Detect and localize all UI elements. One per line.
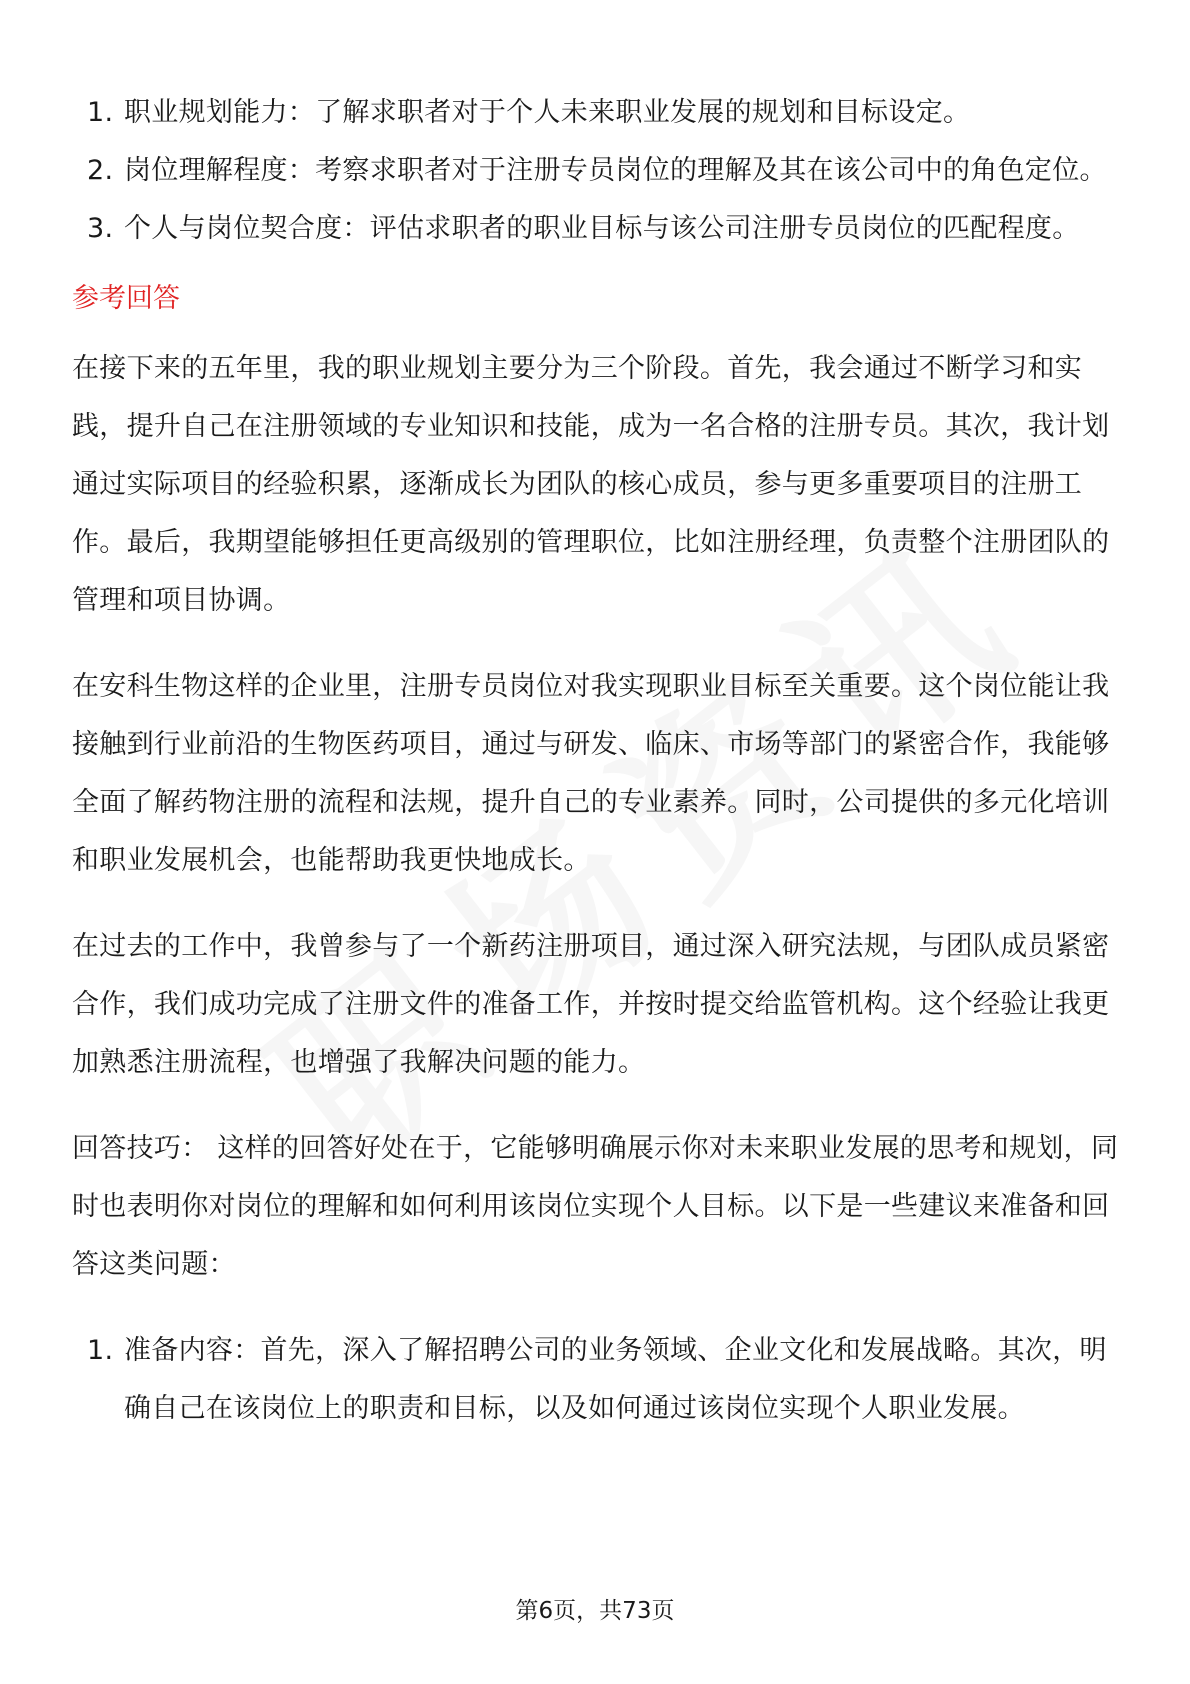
section-heading: 参考回答 (72, 283, 180, 314)
tips-paragraph: 回答技巧： 这样的回答好处在于，它能够明确展示你对未来职业发展的思考和规划，同时也表明你对岗位的理解和如何利用该岗位实现个人目标。以下是一些建议来准备和回答这类问题： (72, 1133, 1119, 1280)
answer-paragraph: 在安科生物这样的企业里，注册专员岗位对我实现职业目标至关重要。这个岗位能让我接触到行业前沿的生物医药项目，通过与研发、临床、市场等部门的紧密合作，我能够全面了解药物注册的流程和法规，提升自己的专业素养。同时，公司提供的多元化培训和职业发展机会，也能帮助我更快地成长。 (72, 671, 1110, 876)
list-item (72, 200, 1122, 258)
page-content (72, 84, 1122, 1438)
list-number: 1. (87, 97, 114, 128)
list-item (72, 142, 1122, 200)
list-item-text: 个人与岗位契合度：评估求职者的职业目标与该公司注册专员岗位的匹配程度。 (124, 213, 1080, 244)
answer-paragraph: 在过去的工作中，我曾参与了一个新药注册项目，通过深入研究法规，与团队成员紧密合作，我们成功完成了注册文件的准备工作，并按时提交给监管机构。这个经验让我更加熟悉注册流程，也增强了我解决问题的能力。 (72, 931, 1110, 1078)
list-item-text: 职业规划能力：了解求职者对于个人未来职业发展的规划和目标设定。 (124, 97, 971, 128)
list-item-text: 准备内容：首先，深入了解招聘公司的业务领域、企业文化和发展战略。其次，明确自己在该岗位上的职责和目标，以及如何通过该岗位实现个人职业发展。 (124, 1335, 1107, 1424)
answer-paragraph: 在接下来的五年里，我的职业规划主要分为三个阶段。首先，我会通过不断学习和实践，提升自己在注册领域的专业知识和技能，成为一名合格的注册专员。其次，我计划通过实际项目的经验积累，逐渐成长为团队的核心成员，参与更多重要项目的注册工作。最后，我期望能够担任更高级别的管理职位，比如注册经理，负责整个注册团队的管理和项目协调。 (72, 353, 1110, 616)
list-item-text: 岗位理解程度：考察求职者对于注册专员岗位的理解及其在该公司中的角色定位。 (124, 155, 1107, 186)
list-number: 2. (87, 155, 114, 186)
list-number: 1. (87, 1335, 114, 1366)
top-list (72, 84, 1122, 258)
list-number: 3. (87, 213, 114, 244)
list-item (72, 1322, 1122, 1438)
page-footer: 第6页，共73页 (515, 1598, 675, 1624)
list-item (72, 84, 1122, 142)
tips-list (72, 1322, 1122, 1438)
